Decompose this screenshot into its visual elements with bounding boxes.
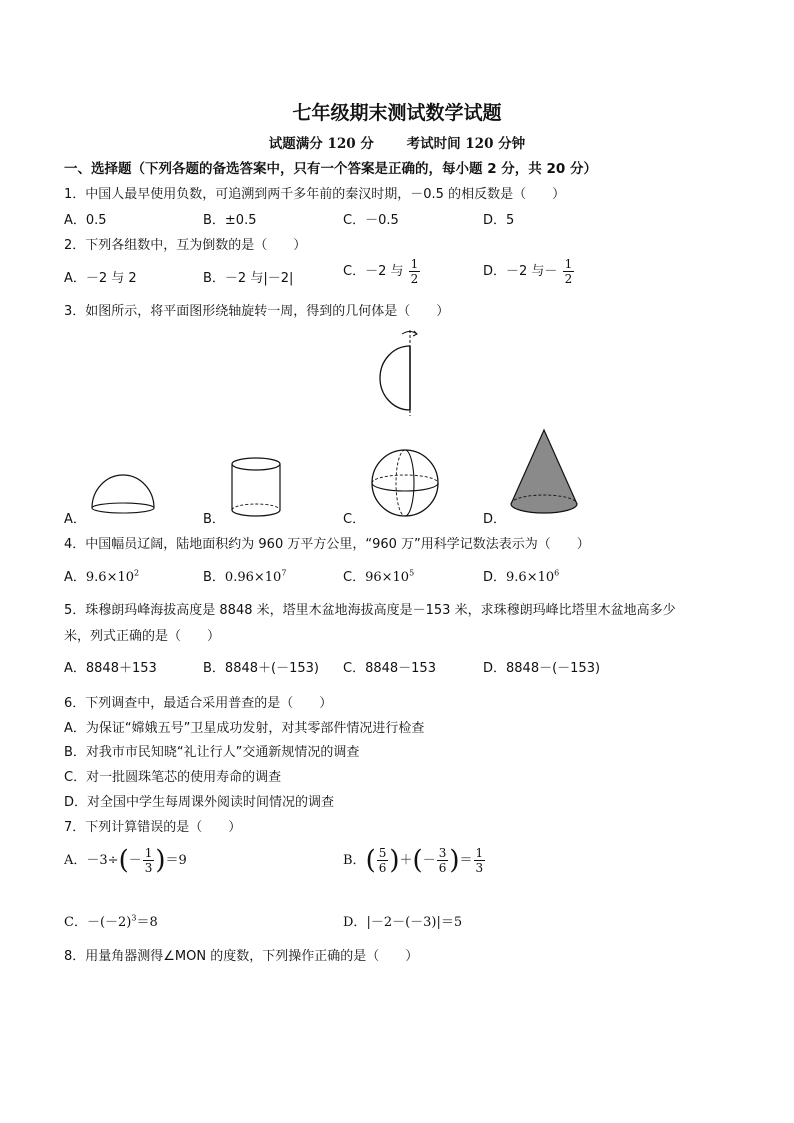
fraction (474, 846, 486, 875)
rotation-figure (370, 328, 440, 418)
exponent: 2 (134, 568, 140, 578)
option-label: B． (343, 853, 366, 868)
q1-option-c: C．－0.5 (343, 213, 399, 228)
option-math: 9.6×10 (506, 570, 555, 585)
q3-option-a: A． (64, 512, 86, 527)
question-5-stem-line2: 米，列式正确的是（ ） (64, 629, 221, 644)
expr-part: －(－2) (86, 915, 132, 930)
frac-denominator: 2 (410, 272, 419, 286)
left-paren: ( (118, 845, 129, 876)
option-label: B． (203, 570, 225, 585)
question-6-stem: 6．下列调查中，最适合采用普查的是（ ） (64, 696, 333, 711)
exponent: 5 (409, 568, 415, 578)
expr-part: ＝9 (165, 853, 187, 868)
q3-option-c: C． (343, 512, 366, 527)
hemisphere-figure (88, 468, 158, 516)
frac-denominator: 6 (438, 861, 447, 875)
q2-option-d (483, 257, 575, 286)
option-label: A． (64, 570, 86, 585)
equals-sign: ＝ (459, 853, 473, 868)
right-paren: ) (449, 845, 460, 876)
q5-option-b: B．8848＋(－153) (203, 661, 319, 676)
frac-denominator: 2 (564, 272, 573, 286)
expr-part: －3÷ (86, 853, 119, 868)
q4-option-b (203, 566, 286, 585)
q5-option-a: A．8848＋153 (64, 661, 157, 676)
question-7-stem: 7．下列计算错误的是（ ） (64, 820, 242, 835)
option-label: C． (343, 570, 366, 585)
q5-option-c: C．8848－153 (343, 661, 436, 676)
frac-numerator: 1 (410, 257, 419, 271)
q7-option-d (343, 911, 462, 930)
section-heading: 一、选择题（下列各题的备选答案中，只有一个答案是正确的，每小题 2 分，共 20 分） (64, 161, 597, 177)
question-8-stem: 8．用量角器测得∠MON 的度数，下列操作正确的是（ ） (64, 949, 419, 964)
q4-option-d (483, 566, 559, 585)
question-1-stem: 1．中国人最早使用负数，可追溯到两千多年前的秦汉时期，－0.5 的相反数是（ ） (64, 187, 566, 202)
fraction (437, 846, 449, 875)
frac-denominator: 3 (475, 861, 484, 875)
q5-option-d: D．8848－(－153) (483, 661, 601, 676)
q2-option-c-text: C．－2 与 (343, 264, 404, 279)
q2-option-a: A．－2 与 2 (64, 271, 137, 286)
q7-option-c (64, 911, 158, 930)
option-label: A． (64, 853, 87, 868)
frac-numerator: 3 (438, 846, 447, 860)
option-label: D． (343, 915, 367, 930)
fraction (143, 846, 155, 875)
q2-d-fraction (563, 257, 575, 286)
frac-numerator: 1 (475, 846, 484, 860)
exam-time: 考试时间 120 分钟 (406, 136, 526, 152)
full-score: 试题满分 120 分 (268, 136, 374, 152)
plus-sign: ＋ (399, 853, 413, 868)
q1-option-b: B．±0.5 (203, 213, 257, 228)
q2-option-c (343, 257, 421, 286)
option-math: 9.6×10 (85, 570, 135, 585)
q3-option-d: D． (483, 512, 507, 527)
cone-figure (506, 428, 582, 518)
q6-option-a: A．为保证“嫦娥五号”卫星成功发射，对其零部件情况进行检查 (64, 721, 425, 736)
q2-option-b: B．－2 与|－2| (203, 271, 294, 286)
option-label: D． (483, 570, 507, 585)
q6-option-c: C．对一批圆珠笔芯的使用寿命的调查 (64, 770, 282, 785)
expr-part: ＝8 (136, 915, 158, 930)
q1-option-a: A．0.5 (64, 213, 107, 228)
left-paren: ( (412, 845, 423, 876)
frac-numerator: 1 (144, 846, 153, 860)
q6-option-d: D．对全国中学生每周课外阅读时间情况的调查 (64, 795, 335, 810)
q4-option-c (343, 566, 414, 585)
exponent: 6 (554, 568, 560, 578)
q1-option-d: D．5 (483, 213, 515, 228)
q6-option-b: B．对我市市民知晓“礼让行人”交通新规情况的调查 (64, 745, 360, 760)
exponent: 7 (281, 568, 287, 578)
fraction (377, 846, 389, 875)
option-math: 0.96×10 (224, 570, 282, 585)
option-label: C． (64, 915, 87, 930)
cylinder-figure (228, 456, 284, 520)
question-3-stem: 3．如图所示，将平面图形绕轴旋转一周，得到的几何体是（ ） (64, 304, 450, 319)
page-title: 七年级期末测试数学试题 (292, 102, 502, 124)
minus-sign: － (128, 853, 142, 868)
frac-denominator: 6 (378, 861, 387, 875)
q7-option-a (64, 846, 187, 875)
exam-info (0, 132, 794, 152)
option-math: 96×10 (365, 570, 410, 585)
q2-c-fraction (409, 257, 421, 286)
question-5-stem-line1: 5．珠穆朗玛峰海拔高度是 8848 米，塔里木盆地海拔高度是－153 米，求珠穆朗玛峰比塔里木盆地高多少 (64, 603, 676, 618)
frac-numerator: 5 (378, 846, 387, 860)
right-paren: ) (155, 845, 166, 876)
sphere-figure (370, 448, 440, 518)
question-2-stem: 2．下列各组数中，互为倒数的是（ ） (64, 238, 307, 253)
left-paren: ( (365, 845, 376, 876)
frac-numerator: 1 (564, 257, 573, 271)
q3-option-b: B． (203, 512, 225, 527)
exponent: 3 (131, 913, 137, 923)
question-4-stem: 4．中国幅员辽阔，陆地面积约为 960 万平方公里，“960 万”用科学记数法表示为（ ） (64, 537, 590, 552)
minus-sign: － (422, 853, 436, 868)
q7-option-b (343, 846, 486, 875)
right-paren: ) (389, 845, 400, 876)
expr-part: |－2－(－3)|＝5 (366, 915, 463, 930)
frac-denominator: 3 (144, 861, 153, 875)
q4-option-a (64, 566, 139, 585)
q2-option-d-text: D．－2 与－ (483, 264, 558, 279)
